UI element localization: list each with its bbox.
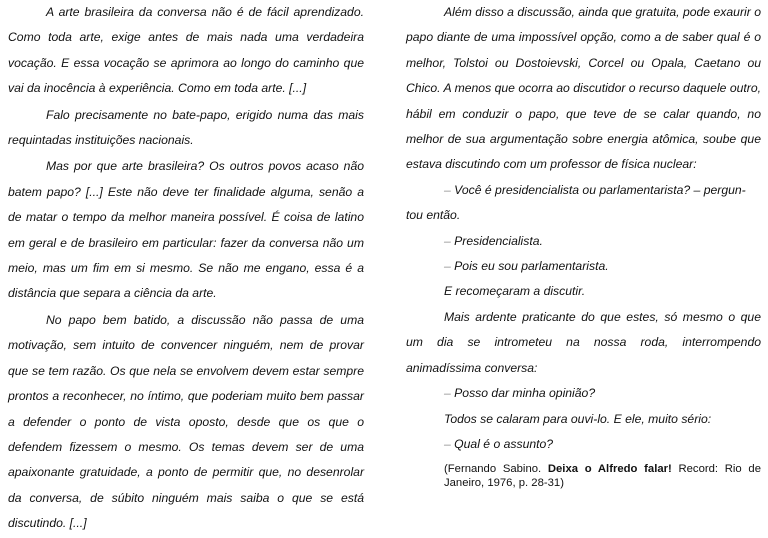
paragraph-4: No papo bem batido, a discussão não passa de uma motivação, sem intuito de convencer ninguém, nem de provar que se tem razão. Os que nela se envolvem devem estar sempre prontos a reconhecer, no íntimo, que poderiam muito bem passar a defender o ponto de vista oposto, desde que os que o defendem fizessem o mesmo. Os temas devem ser de uma apaixonante gratuidade, a ponto de permitir que, no desenrolar da conversa, de súbito ninguém mais saiba o que se está discutindo. [...] [8, 312, 364, 531]
dialogue-line-2 [406, 229, 761, 254]
dialogue-line-3 [406, 254, 761, 279]
citation-book-title: Deixa o Alfredo falar! [547, 463, 672, 476]
dialogue-line-1-continuation: tou então. [406, 208, 461, 223]
citation [406, 463, 761, 490]
dialogue-dash: – [444, 436, 451, 451]
narration-line-1: E recomeçaram a discutir. [444, 284, 586, 299]
dialogue-text: Qual é o assunto? [450, 436, 554, 451]
dialogue-text: Você é presidencialista ou parlamentarista? – pergun- [450, 182, 746, 197]
narration-line-2: Todos se calaram para ouvi-lo. E ele, muito sério: [444, 411, 712, 426]
dialogue-line-4 [406, 381, 761, 406]
left-column [8, 0, 364, 538]
dialogue-dash: – [444, 182, 451, 197]
right-column [406, 0, 761, 490]
dialogue-text: Pois eu sou parlamentarista. [450, 259, 609, 274]
paragraph-3: Mas por que arte brasileira? Os outros povos acaso não batem papo? [...] Este não deve ter finalidade alguma, senão a de matar o tempo da melhor maneira possível. É coisa de latino em geral e de brasileiro em particular: fazer da conversa não um meio, mas um fim em si mesmo. Se não me engano, essa é a distância que separa a ciência da arte. [8, 159, 364, 301]
dialogue-dash: – [444, 233, 451, 248]
dialogue-dash: – [444, 386, 451, 401]
dialogue-line-1 [406, 178, 761, 203]
citation-prefix: (Fernando Sabino. [444, 463, 548, 476]
paragraph-1: A arte brasileira da conversa não é de fácil aprendizado. Como toda arte, exige antes de mais nada uma verdadeira vocação. E essa vocação se aprimora ao longo do caminho que vai da inocência à experiência. Como em toda arte. [...] [8, 5, 364, 96]
dialogue-line-5 [406, 432, 761, 457]
dialogue-text: Presidencialista. [450, 233, 543, 248]
paragraph-2: Falo precisamente no bate-papo, erigido numa das mais requintadas instituições nacionais. [8, 107, 364, 148]
paragraph-5: Além disso a discussão, ainda que gratuita, pode exaurir o papo diante de uma impossível opção, como a de saber qual é o melhor, Tolstoi ou Dostoievski, Corcel ou Opala, Caetano ou Chico. A menos que ocorra ao discutidor o recurso daquele outro, hábil em conduzir o papo, que teve de se calar quando, no melhor de sua argumentação sobre energia atômica, soube que estava discutindo com um professor de física nuclear: [406, 5, 761, 172]
dialogue-dash: – [444, 259, 451, 274]
paragraph-6: Mais ardente praticante do que estes, só mesmo o que um dia se intrometeu na nossa roda, interrompendo animadíssima conversa: [406, 309, 761, 375]
dialogue-text: Posso dar minha opinião? [450, 386, 596, 401]
citation-suffix: Record: Rio de Janeiro, 1976, p. 28-31) [444, 463, 761, 489]
